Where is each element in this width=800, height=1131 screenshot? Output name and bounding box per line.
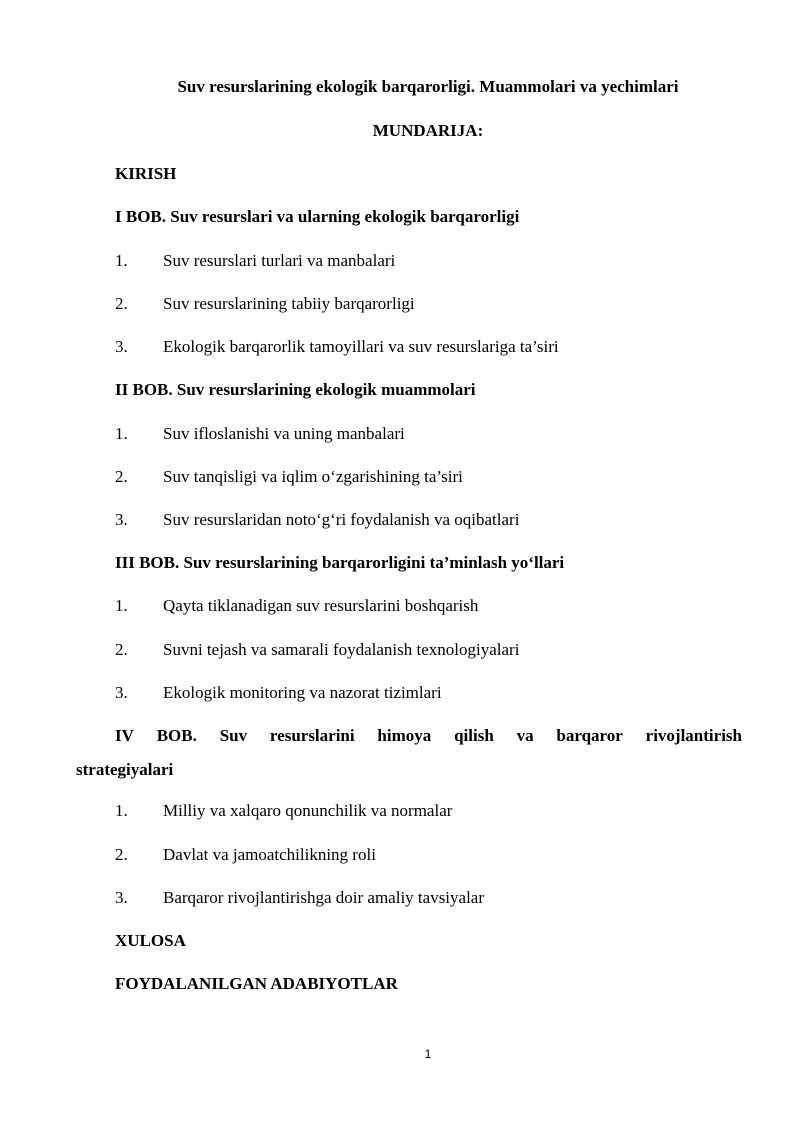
toc-heading: MUNDARIJA: — [372, 121, 484, 140]
chapter-1-item-3-number: 3. — [115, 337, 128, 356]
chapter-3-item-3-number: 3. — [115, 683, 128, 702]
chapter-4-title-word: himoya — [377, 726, 432, 745]
chapter-3-item-3: Ekologik monitoring va nazorat tizimlari — [163, 683, 442, 702]
toc-conclusion: XULOSA — [115, 931, 186, 950]
chapter-4-title-word: IV — [115, 726, 134, 745]
chapter-1-item-1: Suv resurslari turlari va manbalari — [163, 251, 396, 270]
chapter-4-title-word: Suv — [219, 726, 248, 745]
chapter-3-item-1-number: 1. — [115, 596, 128, 615]
toc-intro: KIRISH — [115, 164, 177, 183]
chapter-4-title-word: va — [516, 726, 534, 745]
chapter-4-item-3-number: 3. — [115, 888, 128, 907]
chapter-4-title-line-1 — [115, 726, 742, 746]
chapter-1-item-2-number: 2. — [115, 294, 128, 313]
chapter-4-title-line-2: strategiyalari — [76, 760, 174, 779]
chapter-1-item-3: Ekologik barqarorlik tamoyillari va suv resurslariga ta’siri — [163, 337, 559, 356]
chapter-2-item-1-number: 1. — [115, 424, 128, 443]
chapter-4-item-1: Milliy va xalqaro qonunchilik va normalar — [163, 801, 453, 820]
chapter-4-title-word: barqaror — [556, 726, 623, 745]
chapter-2-item-2: Suv tanqisligi va iqlim o‘zgarishining ta’siri — [163, 467, 463, 486]
chapter-1-title: I BOB. Suv resurslari va ularning ekologik barqarorligi — [115, 207, 520, 226]
chapter-4-title-word: BOB. — [156, 726, 197, 745]
chapter-4-title-word: resurslarini — [269, 726, 355, 745]
chapter-4-title-word: rivojlantirish — [645, 726, 742, 745]
chapter-3-title: III BOB. Suv resurslarining barqarorligini ta’minlash yo‘llari — [115, 553, 565, 572]
chapter-1-item-2: Suv resurslarining tabiiy barqarorligi — [163, 294, 415, 313]
chapter-1-item-1-number: 1. — [115, 251, 128, 270]
document-title: Suv resurslarining ekologik barqarorligi. Muammolari va yechimlari — [177, 77, 679, 96]
chapter-4-item-3: Barqaror rivojlantirishga doir amaliy tavsiyalar — [163, 888, 485, 907]
chapter-4-item-2-number: 2. — [115, 845, 128, 864]
chapter-2-item-2-number: 2. — [115, 467, 128, 486]
chapter-3-item-1: Qayta tiklanadigan suv resurslarini boshqarish — [163, 596, 479, 615]
toc-references: FOYDALANILGAN ADABIYOTLAR — [115, 974, 398, 993]
page-number: 1 — [424, 1047, 432, 1061]
chapter-2-item-3: Suv resurslaridan noto‘g‘ri foydalanish va oqibatlari — [163, 510, 520, 529]
chapter-2-item-3-number: 3. — [115, 510, 128, 529]
chapter-3-item-2: Suvni tejash va samarali foydalanish texnologiyalari — [163, 640, 520, 659]
chapter-2-title: II BOB. Suv resurslarining ekologik muammolari — [115, 380, 476, 399]
chapter-4-title-word: qilish — [454, 726, 494, 745]
chapter-4-item-1-number: 1. — [115, 801, 128, 820]
chapter-4-item-2: Davlat va jamoatchilikning roli — [163, 845, 376, 864]
chapter-2-item-1: Suv ifloslanishi va uning manbalari — [163, 424, 405, 443]
chapter-3-item-2-number: 2. — [115, 640, 128, 659]
